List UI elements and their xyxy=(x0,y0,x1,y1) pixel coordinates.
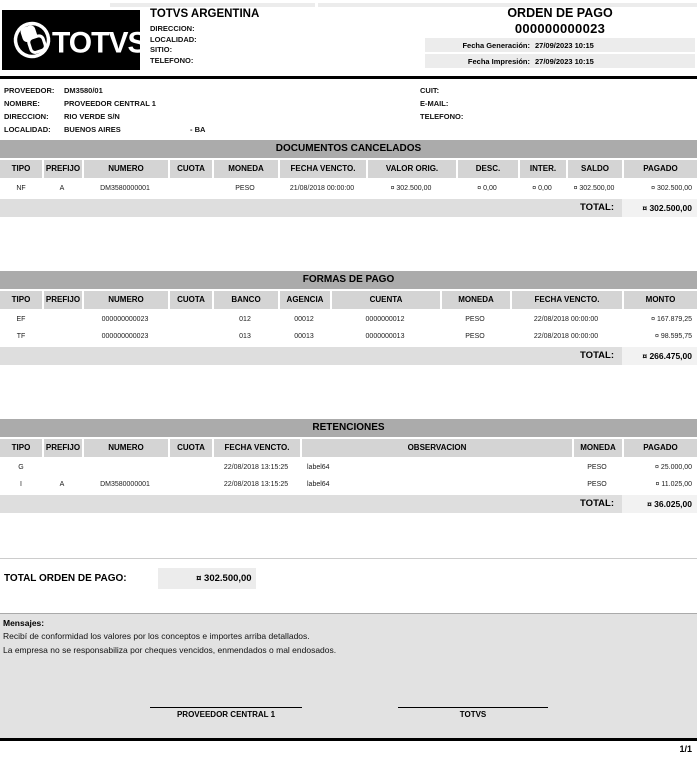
localidad-label: LOCALIDAD: xyxy=(4,125,51,134)
column-header: SALDO xyxy=(566,160,622,178)
table-row xyxy=(0,476,697,493)
mensaje-line: La empresa no se responsabiliza por cheques vencidos, enmendados o mal endosados. xyxy=(3,644,337,655)
cell: 22/08/2018 13:15:25 xyxy=(223,481,289,488)
cell: EF xyxy=(16,316,26,323)
nombre-value: PROVEEDOR CENTRAL 1 xyxy=(64,99,156,108)
page-number: 1/1 xyxy=(679,744,692,754)
table-row xyxy=(0,459,697,476)
proveedor-row xyxy=(4,84,205,97)
table-header-row xyxy=(0,160,697,178)
section-title: DOCUMENTOS CANCELADOS xyxy=(0,140,697,158)
cell: G xyxy=(18,464,24,471)
formas-de-pago-section xyxy=(0,271,697,365)
provider-left-column xyxy=(4,84,205,136)
report-header xyxy=(0,0,697,76)
total-orden-value: ¤ 302.500,00 xyxy=(158,568,256,589)
column-header: MONTO xyxy=(622,291,697,309)
column-header: OBSERVACION xyxy=(300,439,572,457)
mensajes-title: Mensajes: xyxy=(3,618,45,628)
table-total-row xyxy=(0,495,697,513)
messages-area xyxy=(0,613,697,738)
document-number: 000000000023 xyxy=(514,21,606,36)
documentos-cancelados-section xyxy=(0,140,697,217)
cell xyxy=(42,328,82,345)
totvs-logo-icon xyxy=(2,10,140,70)
cell: 0000000013 xyxy=(365,333,405,340)
mensaje-line: Recibí de conformidad los valores por los conceptos e importes arriba detallados. xyxy=(3,631,310,641)
cell: ¤ 302.500,00 xyxy=(651,185,692,192)
column-header: TIPO xyxy=(0,439,42,457)
cell: 00012 xyxy=(294,316,314,323)
cell: ¤ 167.879,25 xyxy=(651,316,692,323)
column-header: CUOTA xyxy=(168,439,212,457)
cell: PESO xyxy=(587,481,607,488)
column-header: PAGADO xyxy=(622,439,697,457)
column-header: MONEDA xyxy=(572,439,622,457)
cell: 000000000023 xyxy=(101,316,149,323)
table-header-row xyxy=(0,439,697,457)
cell: A xyxy=(59,481,65,488)
nombre-row xyxy=(4,97,205,110)
cell xyxy=(42,311,82,328)
total-value: ¤ 36.025,00 xyxy=(622,495,697,513)
column-header: PREFIJO xyxy=(42,439,82,457)
cell: PESO xyxy=(587,464,607,471)
cuit-label: CUIT: xyxy=(420,86,440,95)
totvs-logo xyxy=(2,10,140,70)
total-value: ¤ 302.500,00 xyxy=(622,199,697,217)
cell xyxy=(168,180,212,197)
table-total-row xyxy=(0,199,697,217)
cell: 22/08/2018 13:15:25 xyxy=(223,464,289,471)
cell: ¤ 0,00 xyxy=(477,185,497,192)
cell: PESO xyxy=(465,333,485,340)
company-telefono-label: TELEFONO: xyxy=(150,55,194,65)
localidad-row xyxy=(4,123,205,136)
cell: 22/08/2018 00:00:00 xyxy=(533,333,599,340)
cell: 000000000023 xyxy=(101,333,149,340)
fecha-generacion-value: 27/09/2023 10:15 xyxy=(535,40,594,50)
provider-right-column xyxy=(420,84,478,123)
cell: 00013 xyxy=(294,333,314,340)
cell: I xyxy=(20,481,22,488)
cell: label64 xyxy=(307,481,330,488)
column-header: CUOTA xyxy=(168,291,212,309)
company-localidad-label: LOCALIDAD: xyxy=(150,34,197,44)
column-header: NUMERO xyxy=(82,291,168,309)
email-row xyxy=(420,97,478,110)
nombre-label: NOMBRE: xyxy=(4,99,40,108)
fecha-generacion-label: Fecha Generación: xyxy=(462,40,530,50)
localidad-value: BUENOS AIRES xyxy=(64,125,121,134)
cell: ¤ 98.595,75 xyxy=(655,333,692,340)
column-header: NUMERO xyxy=(82,160,168,178)
document-title: ORDEN DE PAGO xyxy=(507,6,613,20)
company-sitio-label: SITIO: xyxy=(150,45,173,54)
fecha-generacion-row xyxy=(425,38,695,52)
company-info xyxy=(150,8,259,66)
column-header: PREFIJO xyxy=(42,160,82,178)
direccion-label: DIRECCION: xyxy=(4,112,49,121)
column-header: FECHA VENCTO. xyxy=(510,291,622,309)
cell: ¤ 25.000,00 xyxy=(655,464,692,471)
cell: TF xyxy=(16,333,26,340)
cell: PESO xyxy=(235,185,255,192)
column-header: CUOTA xyxy=(168,160,212,178)
logo-wordmark: TOTVS xyxy=(52,26,140,60)
cell: DM3580000001 xyxy=(100,185,150,192)
order-info xyxy=(425,6,695,68)
telefono-row xyxy=(420,110,478,123)
cell: 013 xyxy=(239,333,251,340)
total-orden-de-pago-row xyxy=(0,558,697,589)
column-header: TIPO xyxy=(0,291,42,309)
column-header: CUENTA xyxy=(330,291,440,309)
signature-totvs: TOTVS xyxy=(398,707,548,719)
column-header: AGENCIA xyxy=(278,291,330,309)
table-header-row xyxy=(0,291,697,309)
cell xyxy=(82,459,168,476)
total-value: ¤ 266.475,00 xyxy=(622,347,697,365)
column-header: DESC. xyxy=(456,160,518,178)
table-total-row xyxy=(0,347,697,365)
cell xyxy=(168,476,212,493)
cell xyxy=(168,311,212,328)
cell xyxy=(168,328,212,345)
cell: A xyxy=(59,185,65,192)
company-name: TOTVS ARGENTINA xyxy=(150,8,260,20)
cell: ¤ 302.500,00 xyxy=(573,185,615,192)
telefono-label: TELEFONO: xyxy=(420,112,464,121)
column-header: MONEDA xyxy=(212,160,278,178)
localidad-provincia: - BA xyxy=(190,125,206,134)
header-top-border xyxy=(110,3,315,7)
signature-proveedor: PROVEEDOR CENTRAL 1 xyxy=(150,707,302,719)
table-row xyxy=(0,328,697,345)
cell: label64 xyxy=(307,464,330,471)
email-label: E-MAIL: xyxy=(420,99,449,108)
cell: ¤ 11.025,00 xyxy=(655,481,692,488)
total-label: TOTAL: xyxy=(0,199,622,217)
fecha-impresion-row xyxy=(425,54,695,68)
direccion-value: RIO VERDE S/N xyxy=(64,112,120,121)
fecha-impresion-value: 27/09/2023 10:15 xyxy=(535,56,594,66)
table-row xyxy=(0,180,697,197)
cell: 21/08/2018 00:00:00 xyxy=(289,185,355,192)
column-header: NUMERO xyxy=(82,439,168,457)
cell: DM3580000001 xyxy=(100,481,150,488)
fecha-impresion-label: Fecha Impresión: xyxy=(467,56,530,66)
total-orden-label: TOTAL ORDEN DE PAGO: xyxy=(4,573,127,584)
total-label: TOTAL: xyxy=(0,347,622,365)
column-header: MONEDA xyxy=(440,291,510,309)
column-header: VALOR ORIG. xyxy=(366,160,456,178)
column-header: BANCO xyxy=(212,291,278,309)
direccion-row xyxy=(4,110,205,123)
cell: ¤ 302.500,00 xyxy=(390,185,432,192)
cell: 22/08/2018 00:00:00 xyxy=(533,316,599,323)
column-header: TIPO xyxy=(0,160,42,178)
company-direccion-label: DIRECCION: xyxy=(150,24,195,33)
cell xyxy=(168,459,212,476)
column-header: FECHA VENCTO. xyxy=(212,439,300,457)
cell: 0000000012 xyxy=(365,316,405,323)
cuit-row xyxy=(420,84,478,97)
section-title: FORMAS DE PAGO xyxy=(0,271,697,289)
total-label: TOTAL: xyxy=(0,495,622,513)
provider-block xyxy=(0,79,697,137)
column-header: INTER. xyxy=(518,160,566,178)
cell: NF xyxy=(16,185,26,192)
section-title: RETENCIONES xyxy=(0,419,697,437)
proveedor-label: PROVEEDOR: xyxy=(4,86,55,95)
cell xyxy=(42,459,82,476)
column-header: PAGADO xyxy=(622,160,697,178)
proveedor-value: DM3580/01 xyxy=(64,86,103,95)
retenciones-section xyxy=(0,419,697,513)
column-header: FECHA VENCTO. xyxy=(278,160,366,178)
cell: 012 xyxy=(239,316,251,323)
cell: PESO xyxy=(465,316,485,323)
table-row xyxy=(0,311,697,328)
column-header: PREFIJO xyxy=(42,291,82,309)
cell: ¤ 0,00 xyxy=(532,185,552,192)
